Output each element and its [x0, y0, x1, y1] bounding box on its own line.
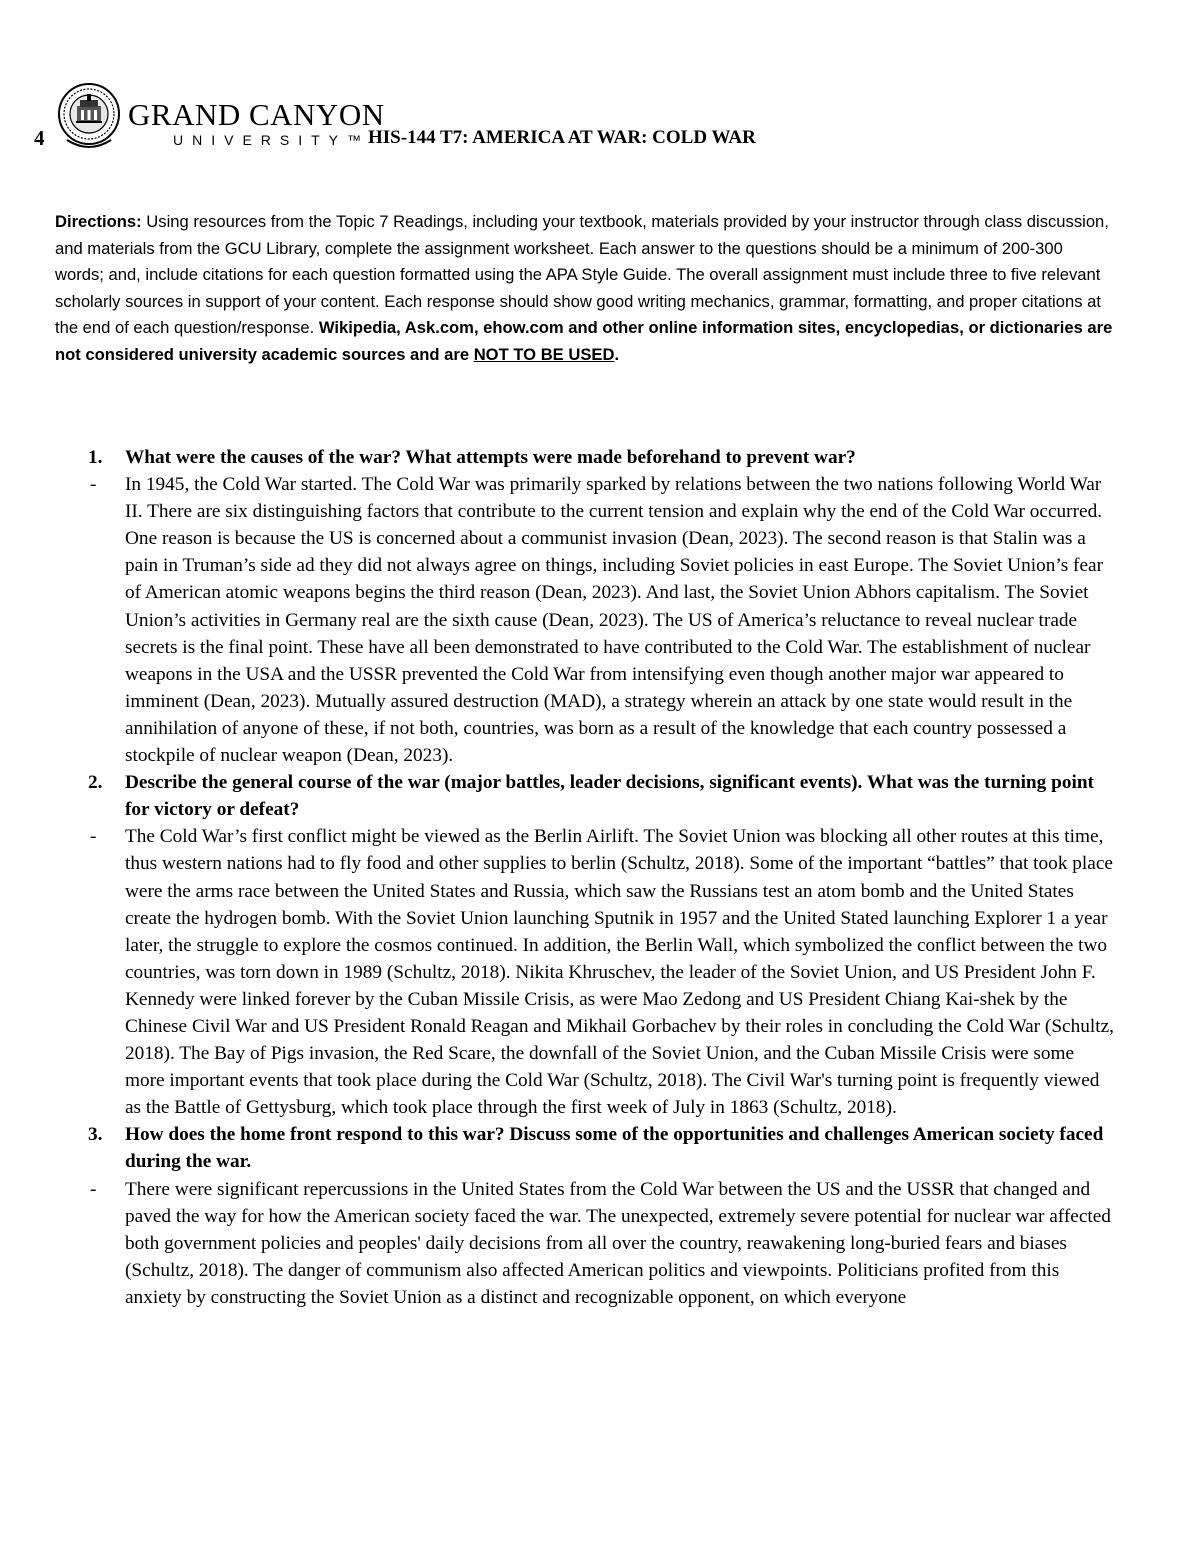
question-text: What were the causes of the war? What attempts were made beforehand to prevent war?	[125, 447, 856, 468]
question-number: 1.	[88, 447, 103, 468]
document-title: HIS-144 T7: AMERICA AT WAR: COLD WAR	[368, 127, 756, 148]
directions-not-to-use: NOT TO BE USED	[473, 344, 615, 364]
answer-3	[0, 1176, 1115, 1311]
question-number: 2.	[88, 772, 103, 794]
university-seal-icon	[57, 80, 121, 154]
question-1	[0, 444, 1115, 471]
answer-text: In 1945, the Cold War started. The Cold War was primarily sparked by relations between the two nations following World War II. There are six distinguishing factors that contribute to the current tension and explain why the end of the Cold War occurred. One reason is because the US is concerned about a communist invasion (Dean, 2023). The second reason is that Stalin was a pain in Truman’s side ad they did not always agree on things, including Soviet policies in east Europe. The Soviet Union’s fear of American atomic weapons begins the third reason (Dean, 2023). And last, the Soviet Union Abhors capitalism. The Soviet Union’s activities in Germany real are the sixth cause (Dean, 2023). The US of America’s reluctance to reveal nuclear trade secrets is the final point. These have all been demonstrated to have contributed to the Cold War. The establishment of nuclear weapons in the USA and the USSR prevented the Cold War from intensifying even though another major war appeared to imminent (Dean, 2023). Mutually assured destruction (MAD), a strategy wherein an attack by one state would result in the annihilation of anyone of these, if not both, countries, was born as a result of the knowledge that each country possessed a stockpile of nuclear weapon (Dean, 2023).	[125, 474, 1104, 767]
page-number: 4	[34, 126, 45, 150]
question-2	[0, 769, 1115, 823]
questions-list	[0, 444, 1200, 1311]
brand-subtitle: UNIVERSITY™	[173, 132, 371, 148]
answer-text: There were significant repercussions in the United States from the Cold War between the US and the USSR that changed and paved the way for how the American society faced the war. The unexpected, extremely severe potential for nuclear war affected both government policies and peoples' daily decisions from all over the country, reawakening long-buried fears and biases (Schultz, 2018). The danger of communism also affected American politics and viewpoints. Politicians profited from this anxiety by constructing the Soviet Union as a distinct and recognizable opponent, on which everyone	[125, 1178, 1111, 1308]
directions-block	[55, 209, 1115, 368]
directions-label: Directions:	[55, 212, 142, 231]
directions-warning: Wikipedia, Ask.com, ehow.com and other online information sites, encyclopedias, or dictionaries are not considered university academic sources and are	[55, 318, 1113, 364]
directions-text: Using resources from the Topic 7 Readings, including your textbook, materials provided by your instructor through class discussion, and materials from the GCU Library, complete the assignment worksheet. Each answer to the questions should be a minimum of 200-300 words; and, include citations for each question formatted using the APA Style Guide. The overall assignment must include three to five relevant scholarly sources in support of your content. Each response should show good writing mechanics, grammar, formatting, and proper citations at the end of each question/response.	[55, 212, 1109, 337]
directions-end: .	[614, 344, 620, 364]
answer-2	[0, 823, 1115, 1121]
answer-bullet: -	[90, 1178, 97, 1200]
brand-name: GRAND CANYON	[128, 97, 385, 132]
question-text: How does the home front respond to this war? Discuss some of the opportunities and challenges American society faced during the war.	[125, 1124, 1104, 1173]
answer-bullet: -	[90, 826, 97, 848]
answer-1	[0, 471, 1115, 769]
question-text: Describe the general course of the war (major battles, leader decisions, significant events). What was the turning point for victory or defeat?	[125, 772, 1094, 821]
question-3	[0, 1121, 1115, 1175]
answer-text: The Cold War’s first conflict might be viewed as the Berlin Airlift. The Soviet Union was blocking all other routes at this time, thus western nations had to fly food and other supplies to berlin (Schultz, 2018). Some of the important “battles” that took place were the arms race between the United States and Russia, which saw the Russians test an atom bomb and the United States create the hydrogen bomb. With the Soviet Union launching Sputnik in 1957 and the United Stated launching Explorer 1 a year later, the struggle to explore the cosmos continued. In addition, the Berlin Wall, which symbolized the conflict between the two countries, was torn down in 1989 (Schultz, 2018). Nikita Khruschev, the leader of the Soviet Union, and US President John F. Kennedy were linked forever by the Cuban Missile Crisis, as were Mao Zedong and US President Chiang Kai-shek by the Chinese Civil War and US President Ronald Reagan and Mikhail Gorbachev by their roles in concluding the Cold War (Schultz, 2018). The Bay of Pigs invasion, the Red Scare, the downfall of the Soviet Union, and the Cuban Missile Crisis were some more important events that took place during the Cold War (Schultz, 2018). The Civil War's turning point is frequently viewed as the Battle of Gettysburg, which took place through the first week of July in 1863 (Schultz, 2018).	[125, 826, 1114, 1119]
question-number: 3.	[88, 1124, 103, 1146]
answer-bullet: -	[90, 474, 97, 496]
